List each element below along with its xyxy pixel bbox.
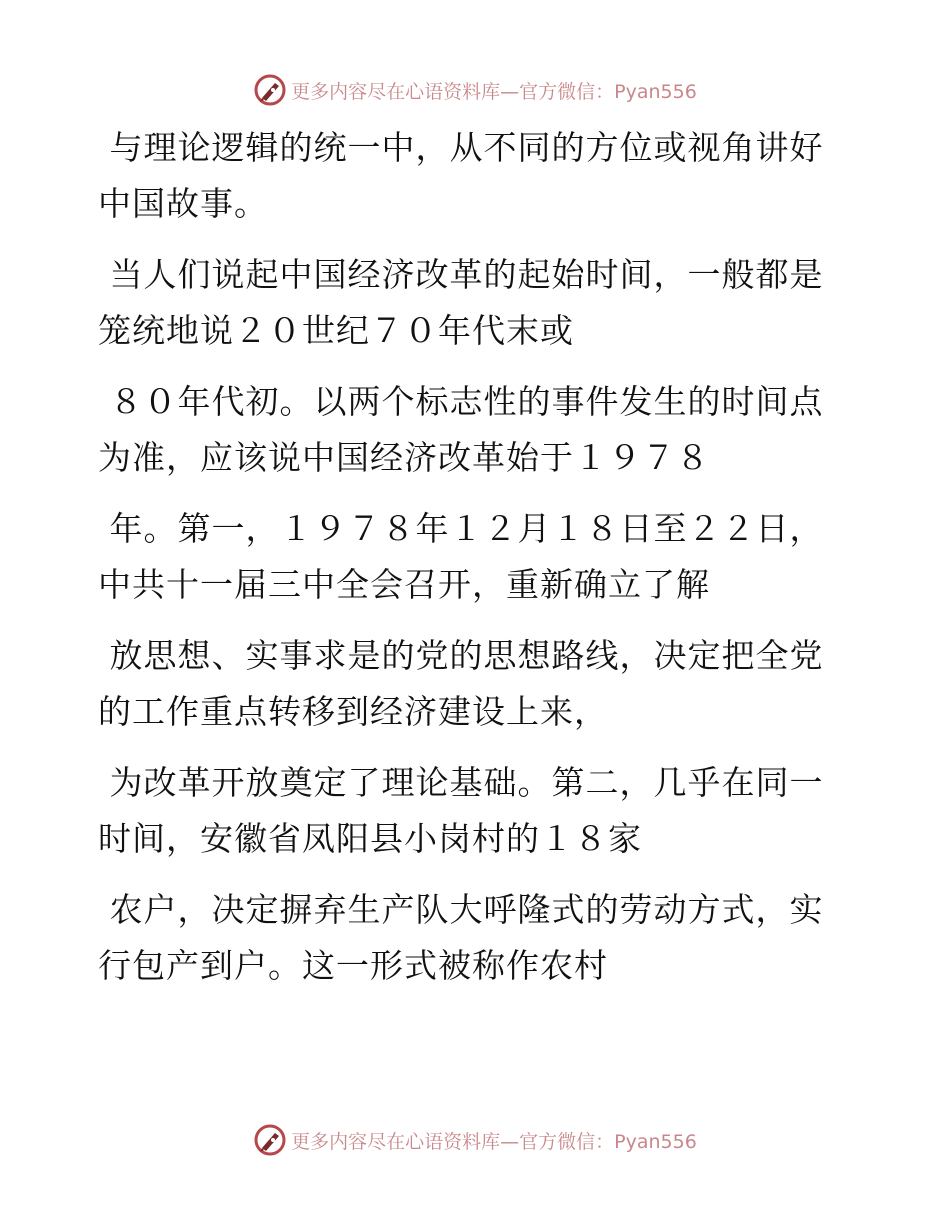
paragraph-line: 为准，应该说中国经济改革始于１９７８ [98,438,710,477]
paragraph-line: 行包产到户。这一形式被称作农村 [98,946,608,985]
footer-watermark-label: 更多内容尽在心语资料库—官方微信： [291,1130,615,1153]
paragraph-line: 的工作重点转移到经济建设上来， [98,692,608,731]
paragraph-6 [98,755,838,867]
paragraph-line: 中共十一届三中全会召开，重新确立了解 [98,565,710,604]
paragraph-line: 农户，决定摒弃生产队大呼隆式的劳动方式，实 [98,890,824,929]
pen-logo-icon [253,1123,287,1157]
paragraph-2 [98,247,838,359]
header-wechat-id: Pyan556 [614,80,697,103]
footer-watermark [0,1120,950,1160]
paragraph-line: 为改革开放奠定了理论基础。第二，几乎在同一 [98,763,824,802]
footer-wechat-id: Pyan556 [614,1130,697,1153]
paragraph-1 [98,120,838,232]
paragraph-5 [98,628,838,740]
header-watermark-text [291,77,697,104]
paragraph-line: 当人们说起中国经济改革的起始时间，一般都是 [98,255,824,294]
paragraph-3 [98,374,838,486]
paragraph-line: 与理论逻辑的统一中，从不同的方位或视角讲好 [98,128,824,167]
paragraph-line: 笼统地说２０世纪７０年代末或 [98,311,574,350]
paragraph-line: 中国故事。 [98,184,268,223]
header-watermark-inner [253,73,697,107]
header-watermark-label: 更多内容尽在心语资料库—官方微信： [291,80,615,103]
paragraph-line: ８０年代初。以两个标志性的事件发生的时间点 [98,382,824,421]
paragraph-4 [98,501,838,613]
paragraph-line: 年。第一，１９７８年１２月１８日至２２日， [98,509,824,548]
footer-watermark-text [291,1127,697,1154]
paragraph-line: 时间，安徽省凤阳县小岗村的１８家 [98,819,642,858]
header-watermark [0,70,950,110]
paragraph-7 [98,882,838,994]
paragraph-line: 放思想、实事求是的党的思想路线，决定把全党 [98,636,824,675]
document-body [98,120,838,994]
pen-logo-icon [253,73,287,107]
footer-watermark-inner [253,1123,697,1157]
